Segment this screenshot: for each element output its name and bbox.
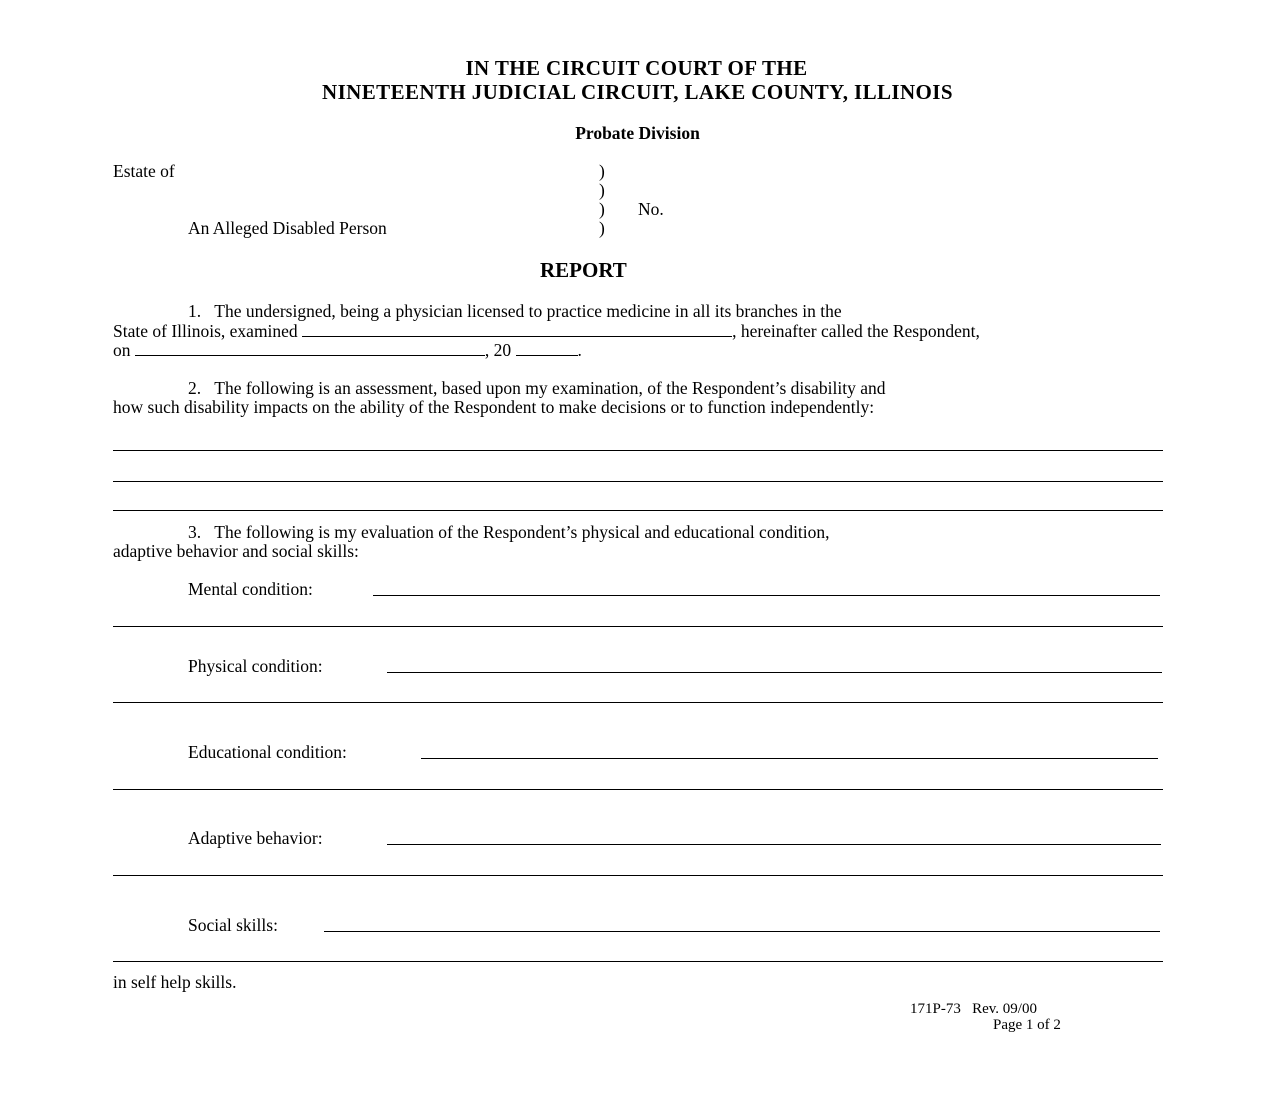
caption-paren-2: ) [599, 180, 605, 200]
exam-date-field[interactable] [135, 343, 485, 356]
para2-text-line1: The following is an assessment, based upon my examination, of the Respondent’s disability and [214, 378, 886, 398]
para1-text-line2-before: State of Illinois, examined [113, 321, 298, 341]
mental-condition-field[interactable] [373, 595, 1160, 596]
case-number-label: No. [638, 199, 664, 219]
para1-text-on: on [113, 340, 131, 360]
para1-text-line2-after: , hereinafter called the Respondent, [732, 321, 980, 341]
para3-line1 [188, 524, 830, 542]
para3-text-line1: The following is my evaluation of the Respondent’s physical and educational condition, [214, 522, 830, 542]
social-skills-field[interactable] [324, 931, 1160, 932]
adaptive-behavior-field-2[interactable] [113, 875, 1163, 876]
para1-text-year: , 20 [484, 340, 512, 360]
court-title-line2: NINETEENTH JUDICIAL CIRCUIT, LAKE COUNTY, ILLINOIS [322, 80, 953, 104]
educational-condition-field-2[interactable] [113, 789, 1163, 790]
page-number: Page 1 of 2 [993, 1017, 1061, 1033]
para1-line3 [113, 342, 582, 360]
adaptive-behavior-field[interactable] [387, 844, 1161, 845]
para1-text-line1: The undersigned, being a physician licensed to practice medicine in all its branches in the [214, 301, 842, 321]
para1-line2 [113, 323, 980, 341]
report-title: REPORT [540, 258, 627, 282]
social-skills-label: Social skills: [188, 915, 278, 935]
caption-paren-1: ) [599, 161, 605, 181]
educational-condition-label: Educational condition: [188, 742, 347, 762]
form-revision: Rev. 09/00 [972, 1001, 1037, 1017]
para3-number: 3. [188, 522, 202, 542]
educational-condition-field[interactable] [421, 758, 1158, 759]
para1-text-end: . [577, 340, 582, 360]
physical-condition-field-2[interactable] [113, 702, 1163, 703]
social-skills-field-2[interactable] [113, 961, 1163, 962]
mental-condition-field-2[interactable] [113, 626, 1163, 627]
closing-text: in self help skills. [113, 972, 237, 992]
mental-condition-label: Mental condition: [188, 579, 313, 599]
division-title: Probate Division [575, 123, 700, 143]
physical-condition-field[interactable] [387, 672, 1162, 673]
form-number-line [910, 1002, 1037, 1017]
para2-number: 2. [188, 378, 202, 398]
para1-number: 1. [188, 301, 202, 321]
para1-line1 [188, 303, 842, 321]
respondent-name-field[interactable] [302, 324, 732, 337]
adaptive-behavior-label: Adaptive behavior: [188, 828, 323, 848]
caption-paren-3: ) [599, 199, 605, 219]
para3-line2: adaptive behavior and social skills: [113, 541, 359, 561]
caption-paren-4: ) [599, 218, 605, 238]
form-number: 171P-73 [910, 1001, 961, 1017]
para2-line1 [188, 380, 885, 398]
exam-year-field[interactable] [516, 343, 578, 356]
estate-of-label: Estate of [113, 161, 175, 181]
court-title-line1: IN THE CIRCUIT COURT OF THE [465, 56, 808, 80]
para2-line2: how such disability impacts on the ability of the Respondent to make decisions or to function independently: [113, 397, 875, 417]
assessment-line-2[interactable] [113, 481, 1163, 482]
alleged-disabled-label: An Alleged Disabled Person [188, 218, 387, 238]
assessment-line-3[interactable] [113, 510, 1163, 511]
assessment-line-1[interactable] [113, 450, 1163, 451]
physical-condition-label: Physical condition: [188, 656, 323, 676]
